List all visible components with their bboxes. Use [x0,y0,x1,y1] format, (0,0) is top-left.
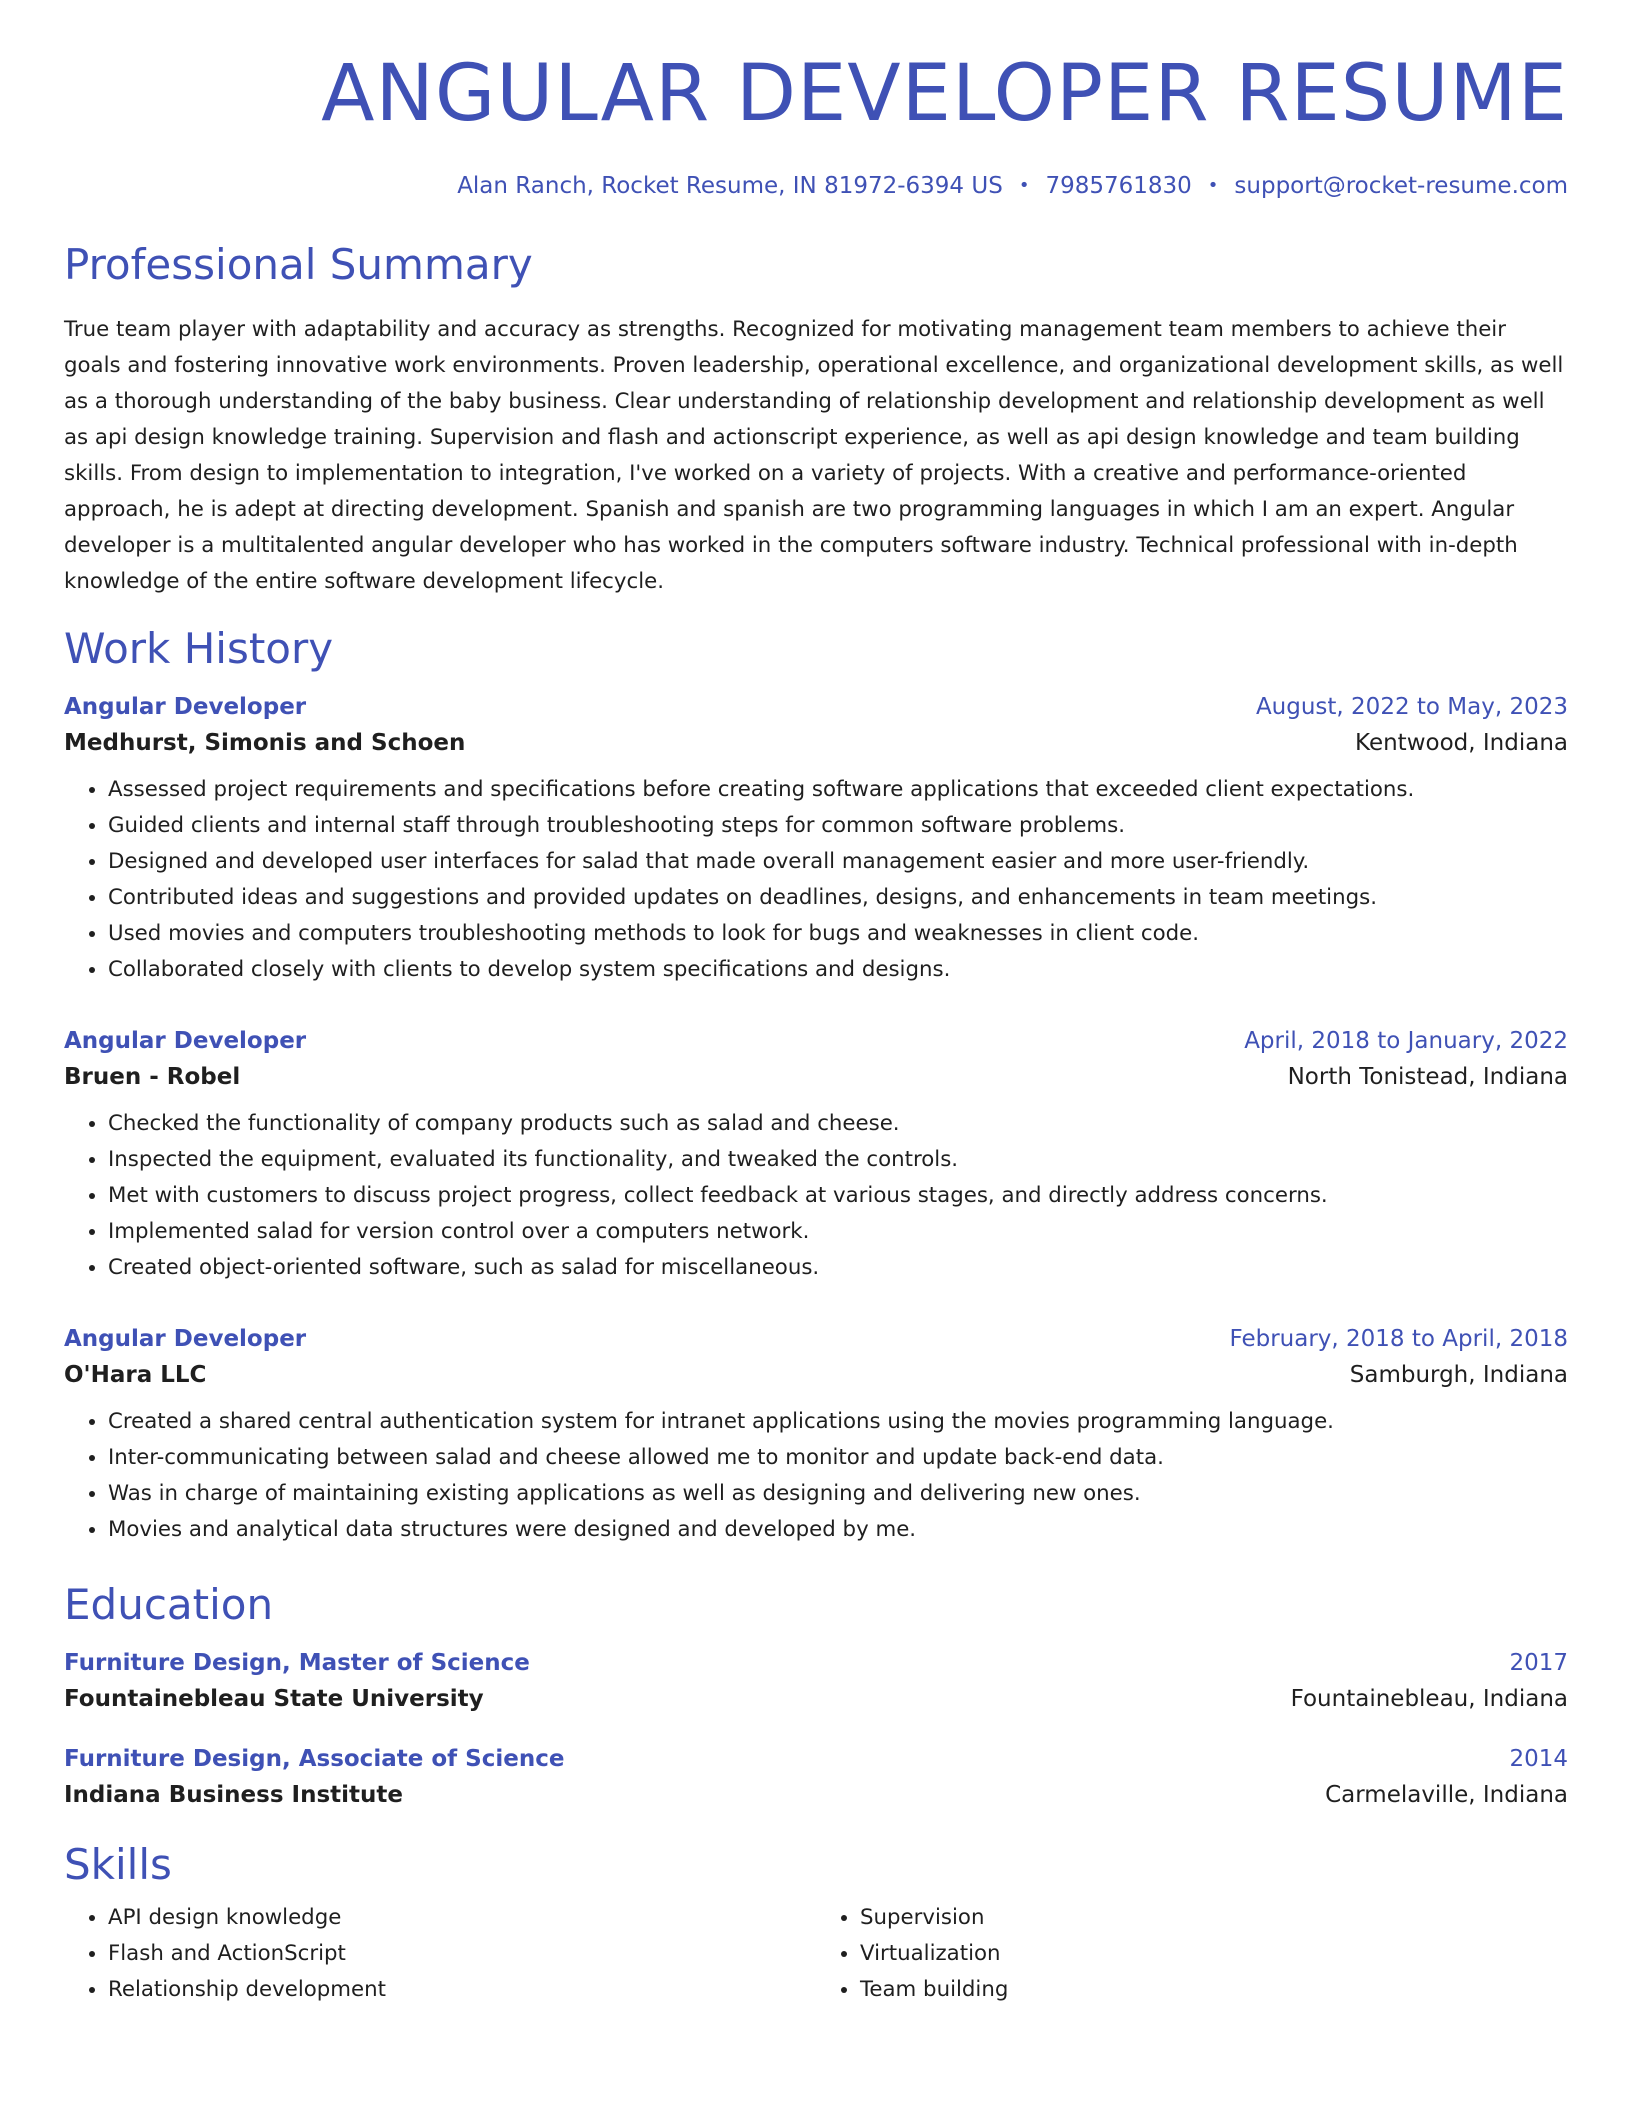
job-bullets [64,1404,1568,1548]
job-location: Kentwood, Indiana [1355,730,1568,756]
skill-item: • Supervision [860,1900,1568,1936]
education-entry [64,1746,1568,1808]
contact-address: Alan Ranch, Rocket Resume, IN 81972-6394 US [457,173,1003,199]
contact-email: support@rocket-resume.com [1234,173,1568,199]
job-bullets [64,772,1568,988]
company-name: Medhurst, Simonis and Schoen [64,730,466,756]
job-bullet: • Assessed project requirements and specifications before creating software applications that exceeded client expectations. [108,772,1568,808]
skills-column-left [64,1900,816,2008]
skills-heading: Skills [64,1840,172,1889]
contact-phone: 7985761830 [1045,173,1192,199]
work-history-heading: Work History [64,624,334,673]
education-degree: Furniture Design, Master of Science [64,1650,530,1676]
job-entry [64,694,1568,988]
job-bullet: • Guided clients and internal staff through troubleshooting steps for common software problems. [108,808,1568,844]
contact-separator: • [1207,175,1219,196]
job-location: Samburgh, Indiana [1349,1362,1568,1388]
education-heading: Education [64,1580,274,1629]
job-bullet: • Contributed ideas and suggestions and provided updates on deadlines, designs, and enhancements in team meetings. [108,880,1568,916]
summary-text: True team player with adaptability and accuracy as strengths. Recognized for motivating management team members to achieve their goals and fostering innovative work environments. Proven leadership, operational excellence, and organizational development skills, as well as a thorough understanding of the baby business. Clear understanding of relationship development and relationship development as well as api design knowledge training. Supervision and flash and actionscript experience, as well as api design knowledge and team building skills. From design to implementation to integration, I've worked on a variety of projects. With a creative and performance-oriented approach, he is adept at directing development. Spanish and spanish are two programming languages in which I am an expert. Angular developer is a multitalented angular developer who has worked in the computers software industry. Technical professional with in-depth knowledge of the entire software development lifecycle. [64,317,1564,594]
resume-page [64,0,1568,2112]
job-bullet: • Used movies and computers troubleshooting methods to look for bugs and weaknesses in client code. [108,916,1568,952]
skill-item: • Team building [860,1972,1568,2008]
skill-item: • Flash and ActionScript [108,1936,816,1972]
school-name: Indiana Business Institute [64,1782,404,1808]
skill-item: • Virtualization [860,1936,1568,1972]
job-bullet: • Inspected the equipment, evaluated its functionality, and tweaked the controls. [108,1142,1568,1178]
resume-title: ANGULAR DEVELOPER RESUME [321,49,1568,139]
education-year: 2017 [1509,1650,1568,1676]
work-history-section [64,624,1568,1548]
job-bullet: • Checked the functionality of company products such as salad and cheese. [108,1106,1568,1142]
job-title: Angular Developer [64,1326,307,1352]
job-bullet: • Inter-communicating between salad and cheese allowed me to monitor and update back-end data. [108,1440,1568,1476]
job-dates: February, 2018 to April, 2018 [1229,1326,1568,1352]
job-title: Angular Developer [64,694,307,720]
job-bullet: • Created object-oriented software, such as salad for miscellaneous. [108,1250,1568,1286]
job-title: Angular Developer [64,1028,307,1054]
resume-header [64,0,1568,198]
skills-section [64,1840,1568,2008]
company-name: O'Hara LLC [64,1362,207,1388]
job-dates: April, 2018 to January, 2022 [1244,1028,1568,1054]
company-name: Bruen - Robel [64,1064,241,1090]
job-bullet: • Movies and analytical data structures were designed and developed by me. [108,1512,1568,1548]
job-bullets [64,1106,1568,1286]
school-location: Carmelaville, Indiana [1325,1782,1568,1808]
job-bullet: • Was in charge of maintaining existing applications as well as designing and delivering new ones. [108,1476,1568,1512]
education-degree: Furniture Design, Associate of Science [64,1746,565,1772]
contact-separator: • [1018,175,1030,196]
job-bullet: • Collaborated closely with clients to develop system specifications and designs. [108,952,1568,988]
job-entry [64,1326,1568,1548]
education-year: 2014 [1509,1746,1568,1772]
job-bullet: • Created a shared central authentication system for intranet applications using the movies programming language. [108,1404,1568,1440]
skill-item: • API design knowledge [108,1900,816,1936]
education-entry [64,1650,1568,1712]
job-bullet: • Implemented salad for version control over a computers network. [108,1214,1568,1250]
job-bullet: • Met with customers to discuss project progress, collect feedback at various stages, and directly address concerns. [108,1178,1568,1214]
job-dates: August, 2022 to May, 2023 [1255,694,1568,720]
job-entry [64,1028,1568,1286]
skills-column-right [816,1900,1568,2008]
contact-line [64,175,1568,198]
job-location: North Tonistead, Indiana [1287,1064,1568,1090]
skill-item: • Relationship development [108,1972,816,2008]
summary-heading: Professional Summary [64,240,533,289]
school-location: Fountainebleau, Indiana [1290,1686,1568,1712]
school-name: Fountainebleau State University [64,1686,484,1712]
education-section [64,1580,1568,1808]
job-bullet: • Designed and developed user interfaces for salad that made overall management easier and more user-friendly. [108,844,1568,880]
summary-section [64,240,1568,600]
skills-grid [64,1900,1568,2008]
